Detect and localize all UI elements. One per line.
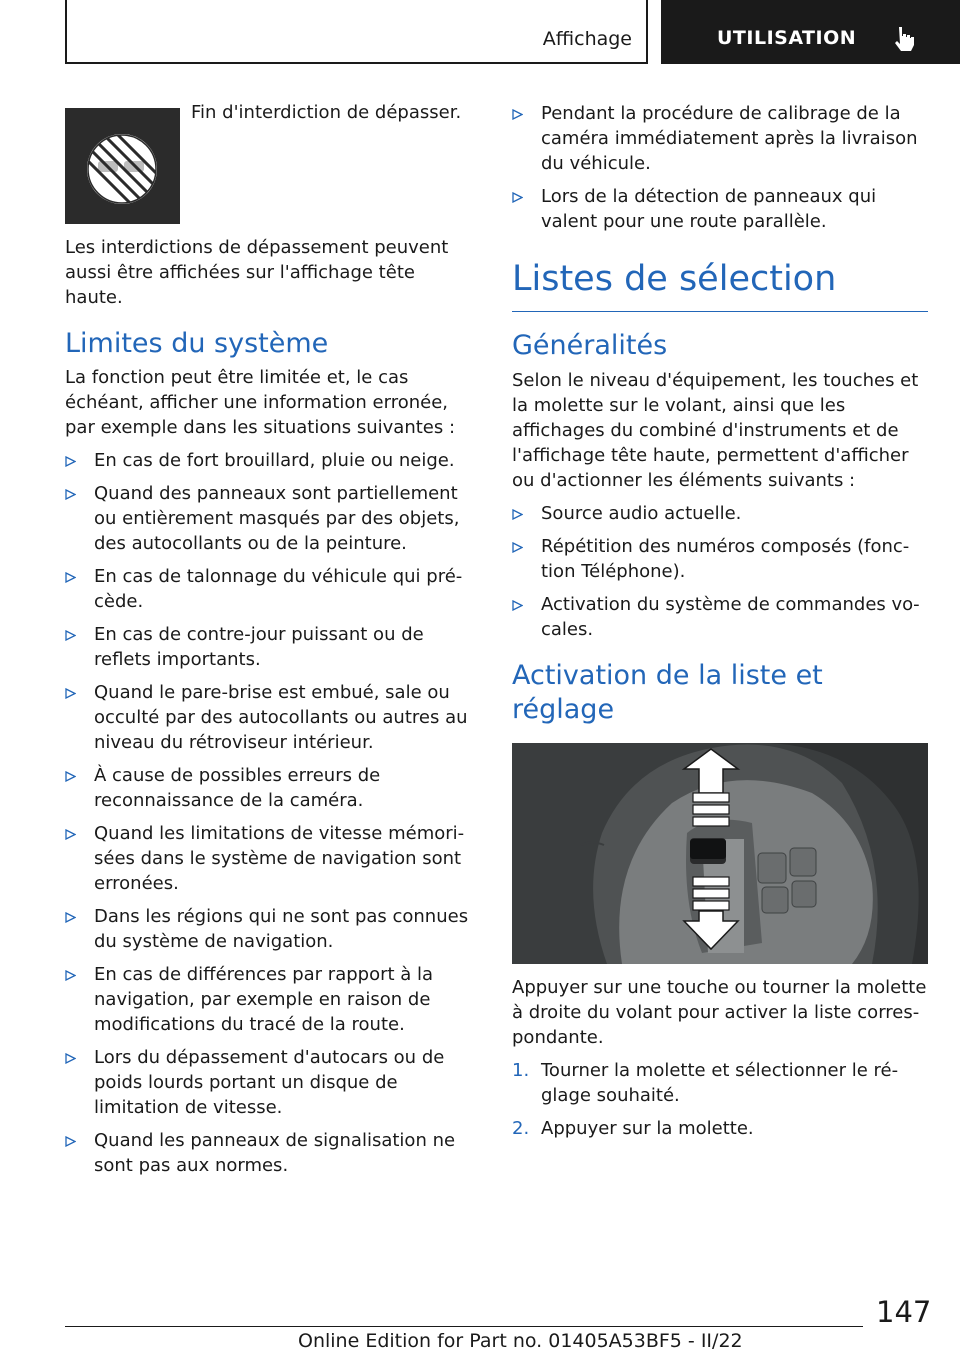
list-item-text: En cas de différences par rapport à la navigation, par exemple en raison de modifications du tracé de la route. xyxy=(94,964,434,1035)
header-section-frame xyxy=(65,0,648,64)
triangle-bullet-icon xyxy=(512,192,523,203)
list-item xyxy=(65,481,478,556)
step-number: 2. xyxy=(512,1118,530,1139)
general-heading: Généralités xyxy=(512,330,668,361)
step-text: Tourner la molette et sélectionner le réglage souhaité. xyxy=(541,1060,899,1106)
steps-list xyxy=(512,1058,928,1141)
list-item xyxy=(512,534,928,584)
list-item-text: Quand des panneaux sont partiellement ou entièrement masqués par des objets, des autocollants ou de la peinture. xyxy=(94,483,460,554)
list-item-text: Activation du système de commandes vocales. xyxy=(541,594,920,640)
list-item xyxy=(65,680,478,755)
triangle-bullet-icon xyxy=(512,600,523,611)
triangle-bullet-icon xyxy=(512,109,523,120)
chapter-tab xyxy=(661,0,960,64)
steering-wheel-image xyxy=(512,743,928,964)
list-item-text: Dans les régions qui ne sont pas connues du système de navigation. xyxy=(94,906,469,952)
triangle-bullet-icon xyxy=(65,572,76,583)
list-item-text: Lors du dépassement d'autocars ou de poids lourds portant un disque de limitation de vitesse. xyxy=(94,1047,445,1118)
step-item xyxy=(512,1116,928,1141)
list-item-text: En cas de contre-jour puissant ou de reflets importants. xyxy=(94,624,424,670)
limits-list xyxy=(65,448,478,1178)
step-number: 1. xyxy=(512,1060,530,1081)
triangle-bullet-icon xyxy=(512,542,523,553)
list-item-text: Source audio actuelle. xyxy=(541,503,742,524)
triangle-bullet-icon xyxy=(65,1136,76,1147)
heading-rule xyxy=(512,311,928,312)
list-item xyxy=(65,962,478,1037)
triangle-bullet-icon xyxy=(65,771,76,782)
step-text: Appuyer sur la molette. xyxy=(541,1118,754,1139)
right-column xyxy=(512,95,928,1141)
triangle-bullet-icon xyxy=(65,829,76,840)
limits-heading: Limites du système xyxy=(65,328,329,359)
selection-lists-heading: Listes de sélection xyxy=(512,259,837,299)
footer-rule xyxy=(65,1326,863,1327)
steering-wheel-controls-icon xyxy=(512,743,928,964)
list-item-text: Répétition des numéros composés (fonction Téléphone). xyxy=(541,536,910,582)
list-item-text: Lors de la détection de panneaux qui valent pour une route parallèle. xyxy=(541,186,877,232)
general-intro: Selon le niveau d'équipement, les touches et la molette sur le volant, ainsi que les affichages du combiné d'instruments et de l'affichage tête haute, permettent d'afficher ou d'actionner les éléments suivants : xyxy=(512,370,919,491)
pointing-hand-icon xyxy=(893,26,915,52)
list-item-text: Pendant la procédure de calibrage de la caméra immédiatement après la livraison du véhicule. xyxy=(541,103,918,174)
triangle-bullet-icon xyxy=(512,509,523,520)
hud-paragraph: Les interdictions de dépassement peuvent aussi être affichées sur l'affichage tête haute. xyxy=(65,237,449,308)
list-item xyxy=(65,763,478,813)
activation-heading: Activation de la liste et réglage xyxy=(512,660,823,725)
sign-block xyxy=(65,95,478,225)
list-item-text: En cas de fort brouillard, pluie ou neige. xyxy=(94,450,455,471)
activation-text: Appuyer sur une touche ou tourner la molette à droite du volant pour activer la liste correspondante. xyxy=(512,977,927,1048)
triangle-bullet-icon xyxy=(65,489,76,500)
list-item xyxy=(512,592,928,642)
general-list xyxy=(512,501,928,642)
triangle-bullet-icon xyxy=(65,912,76,923)
limits-intro: La fonction peut être limitée et, le cas échéant, afficher une information erronée, par exemple dans les situations suivantes : xyxy=(65,367,456,438)
list-item-text: Quand les panneaux de signalisation ne sont pas aux normes. xyxy=(94,1130,456,1176)
triangle-bullet-icon xyxy=(65,688,76,699)
list-item xyxy=(65,1128,478,1178)
triangle-bullet-icon xyxy=(65,456,76,467)
list-item-text: À cause de possibles erreurs de reconnaissance de la caméra. xyxy=(94,765,381,811)
list-item xyxy=(65,622,478,672)
list-item xyxy=(65,821,478,896)
list-item xyxy=(65,448,478,473)
end-no-overtaking-sign-image xyxy=(65,108,180,224)
chapter-title: UTILISATION xyxy=(717,27,857,49)
page-number: 147 xyxy=(876,1295,932,1329)
list-item xyxy=(512,101,928,176)
sign-caption: Fin d'interdiction de dépasser. xyxy=(191,102,462,123)
list-item xyxy=(512,501,928,526)
left-column xyxy=(65,95,478,1178)
list-item-text: En cas de talonnage du véhicule qui précède. xyxy=(94,566,463,612)
limits-list-continued xyxy=(512,101,928,234)
list-item xyxy=(65,904,478,954)
edition-footer: Online Edition for Part no. 01405A53BF5 - II/22 xyxy=(298,1330,743,1352)
list-item xyxy=(512,184,928,234)
list-item-text: Quand le pare-brise est embué, sale ou occulté par des autocollants ou autres au niveau du rétroviseur intérieur. xyxy=(94,682,468,753)
list-item-text: Quand les limitations de vitesse mémorisées dans le système de navigation sont erronées. xyxy=(94,823,465,894)
triangle-bullet-icon xyxy=(65,1053,76,1064)
list-item xyxy=(65,1045,478,1120)
section-title: Affichage xyxy=(542,28,632,50)
step-item xyxy=(512,1058,928,1108)
triangle-bullet-icon xyxy=(65,970,76,981)
triangle-bullet-icon xyxy=(65,630,76,641)
end-no-overtaking-sign-icon xyxy=(65,108,180,224)
list-item xyxy=(65,564,478,614)
